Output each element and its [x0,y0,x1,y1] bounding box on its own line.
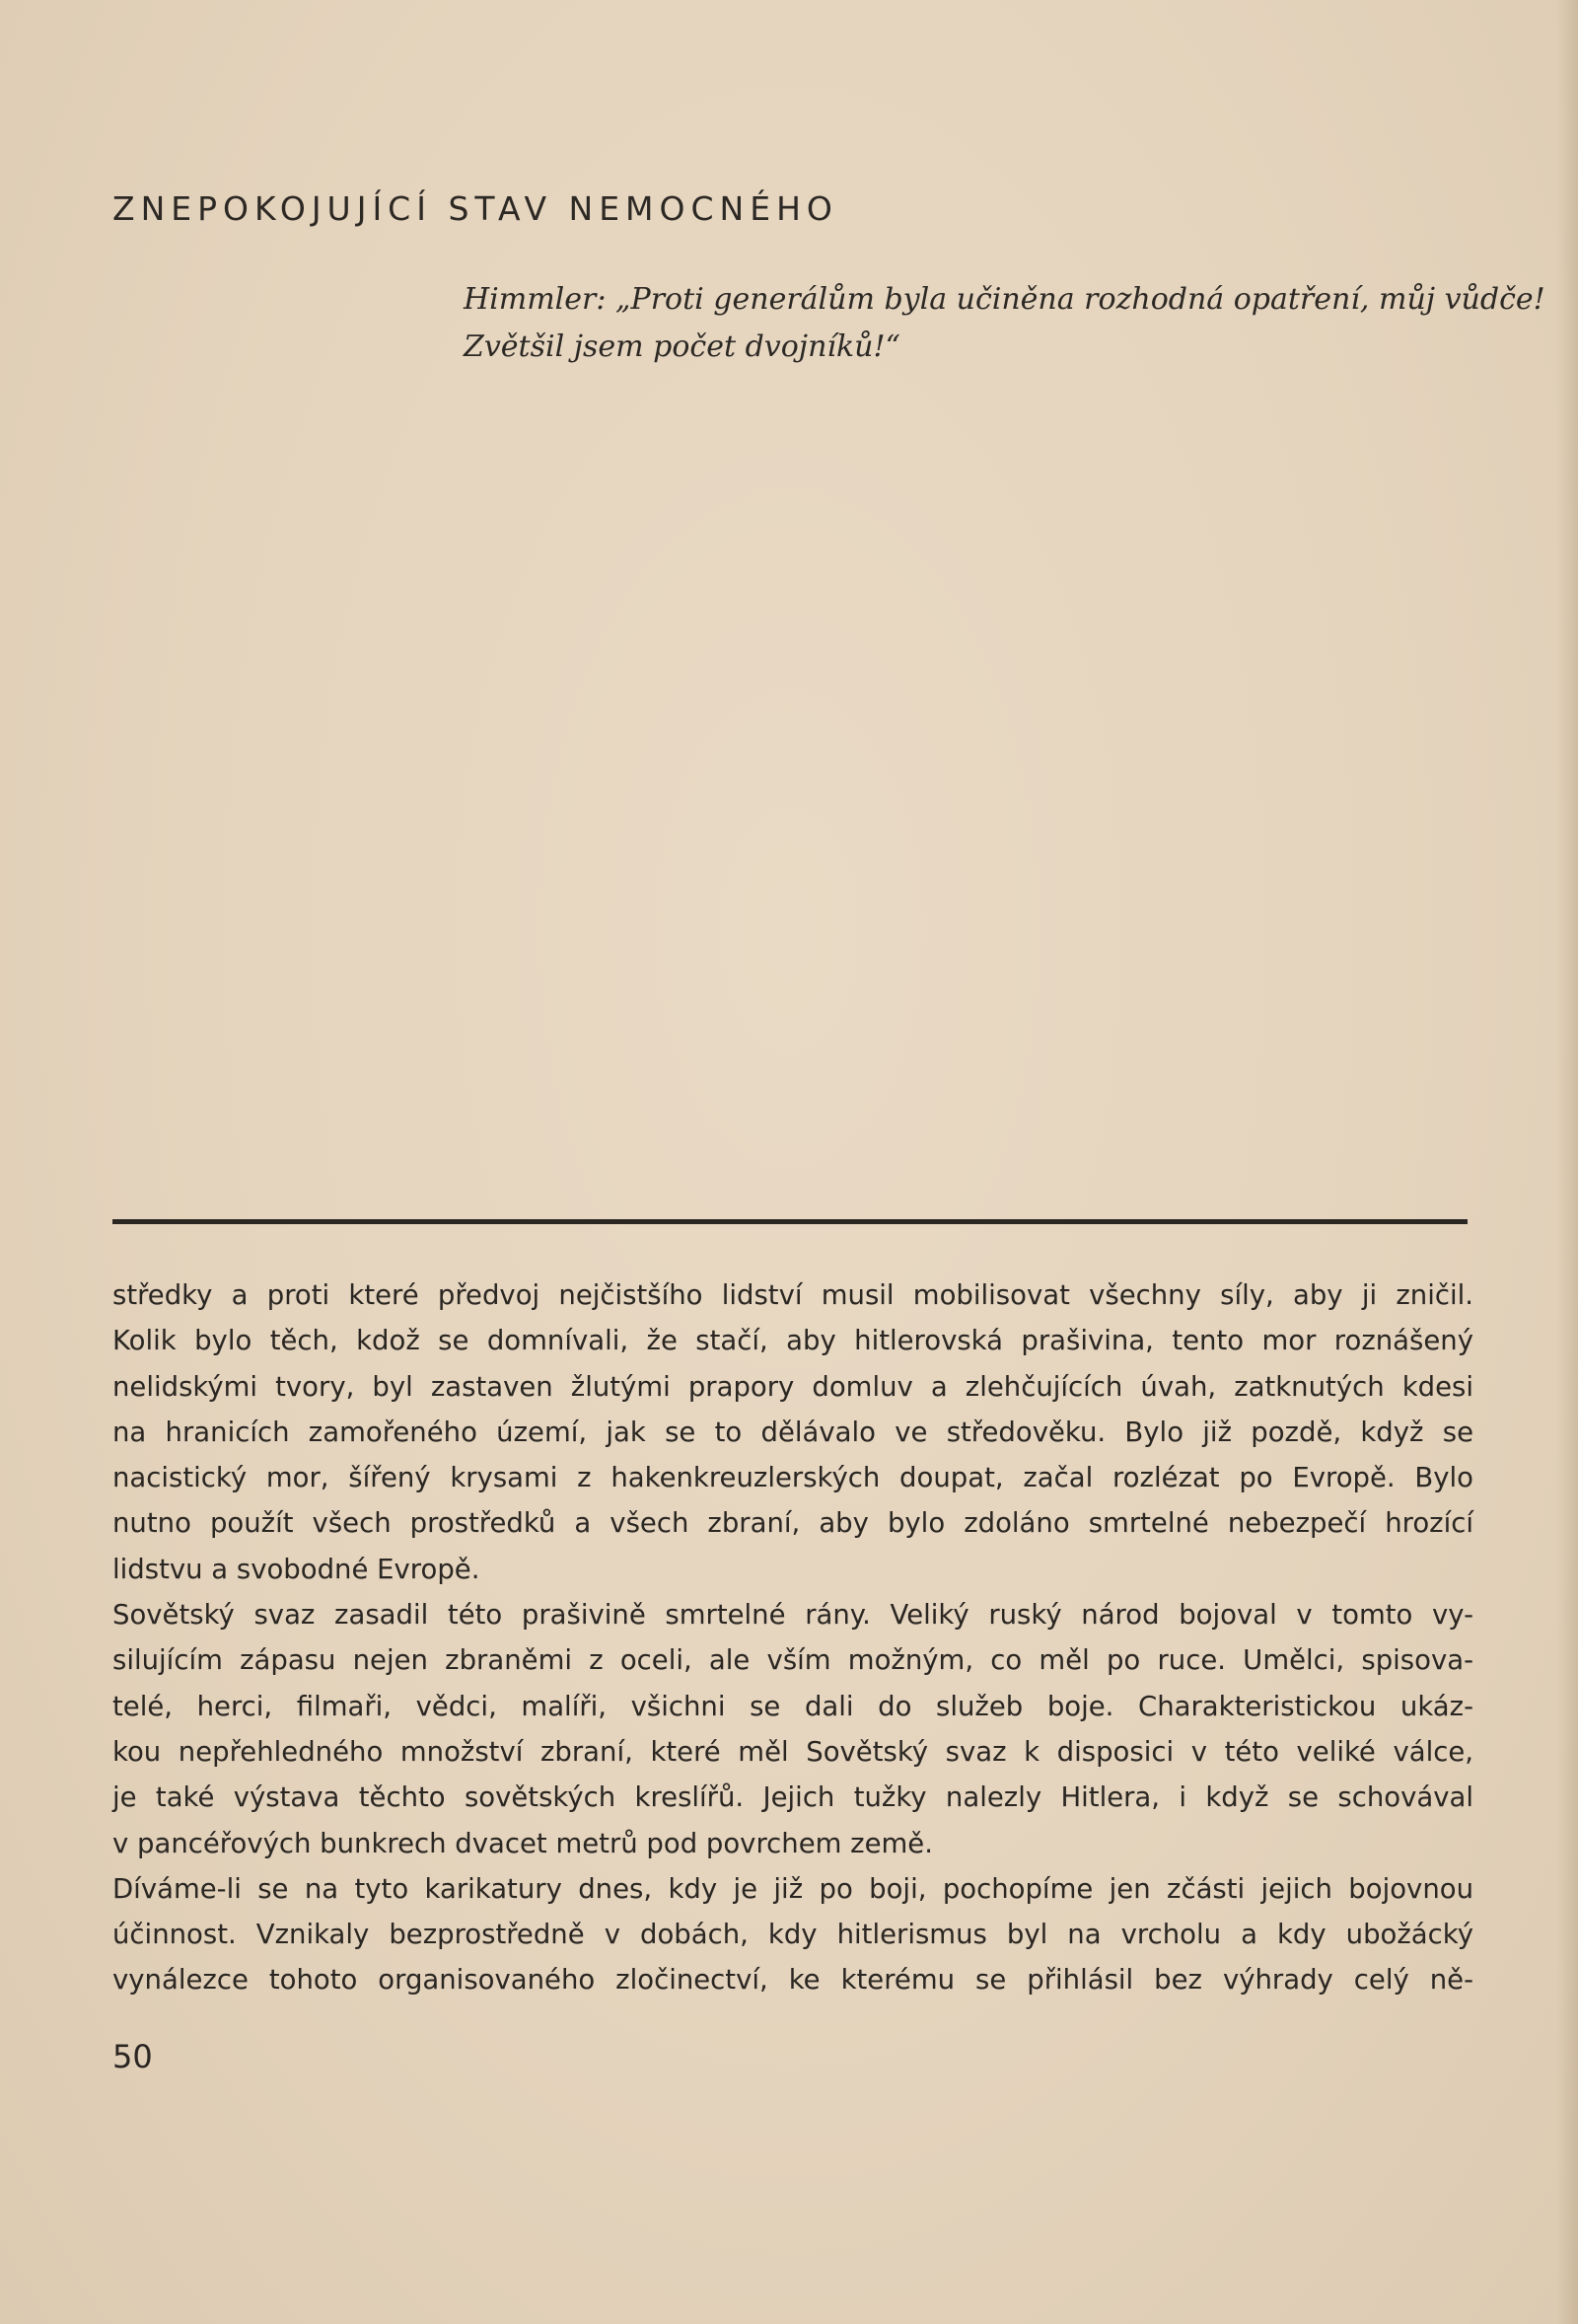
text-line: na hranicích zamořeného území, jak se to dělávalo ve středověku. Bylo již pozdě, když se [112,1416,1473,1448]
text-line: nutno použít všech prostředků a všech zbraní, aby bylo zdoláno smrtelné nebezpečí hrozící [112,1507,1473,1540]
page-number: 50 [112,2038,153,2075]
text-line: Díváme-li se na tyto karikatury dnes, kdy je již po boji, pochopíme jen zčásti jejich bojovnou [112,1872,1473,1905]
horizontal-rule [112,1219,1468,1224]
text-line: kou nepřehledného množství zbraní, které měl Sovětský svaz k disposici v této veliké válce, [112,1735,1473,1768]
text-line: středky a proti které předvoj nejčistšího lidství musil mobilisovat všechny síly, aby ji zničil. [112,1279,1473,1311]
text-line: vynálezce tohoto organisovaného zločinectví, ke kterému se přihlásil bez výhrady celý ně- [112,1964,1473,1997]
text-line: účinnost. Vznikaly bezprostředně v dobách, kdy hitlerismus byl na vrcholu a kdy ubožácký [112,1919,1473,1951]
text-line: Sovětský svaz zasadil této prašivině smrtelné rány. Veliký ruský národ bojoval v tomto vy- [112,1599,1473,1632]
text-line: nacistický mor, šířený krysami z hakenkreuzlerských doupat, začal rozlézat po Evropě. Bylo [112,1462,1473,1494]
text-line: telé, herci, filmaři, vědci, malíři, všichni se dali do služeb boje. Charakteristickou ukáz- [112,1690,1473,1722]
text-line: lidstvu a svobodné Evropě. [112,1553,480,1585]
page-edge-shadow [1556,0,1578,2324]
epigraph [464,276,1545,371]
body-text [112,1272,1473,2003]
text-line: nelidskými tvory, byl zastaven žlutými prapory domluv a zlehčujících úvah, zatknutých kdesi [112,1370,1473,1403]
text-line: v pancéřových bunkrech dvacet metrů pod povrchem země. [112,1827,933,1859]
text-line: silujícím zápasu nejen zbraněmi z oceli, ale vším možným, co měl po ruce. Umělci, spisova- [112,1644,1473,1677]
chapter-heading: ZNEPOKOJUJÍCÍ STAV NEMOCNÉHO [112,189,838,228]
text-line: Kolik bylo těch, kdož se domnívali, že stačí, aby hitlerovská prašivina, tento mor roznášený [112,1325,1473,1357]
text-line: je také výstava těchto sovětských kreslířů. Jejich tužky nalezly Hitlera, i když se schovával [112,1781,1473,1814]
epigraph-line-2: Zvětšil jsem počet dvojníků!“ [464,329,900,364]
epigraph-line-1: Himmler: „Proti generálům byla učiněna rozhodná opatření, můj vůdče! [464,282,1545,317]
